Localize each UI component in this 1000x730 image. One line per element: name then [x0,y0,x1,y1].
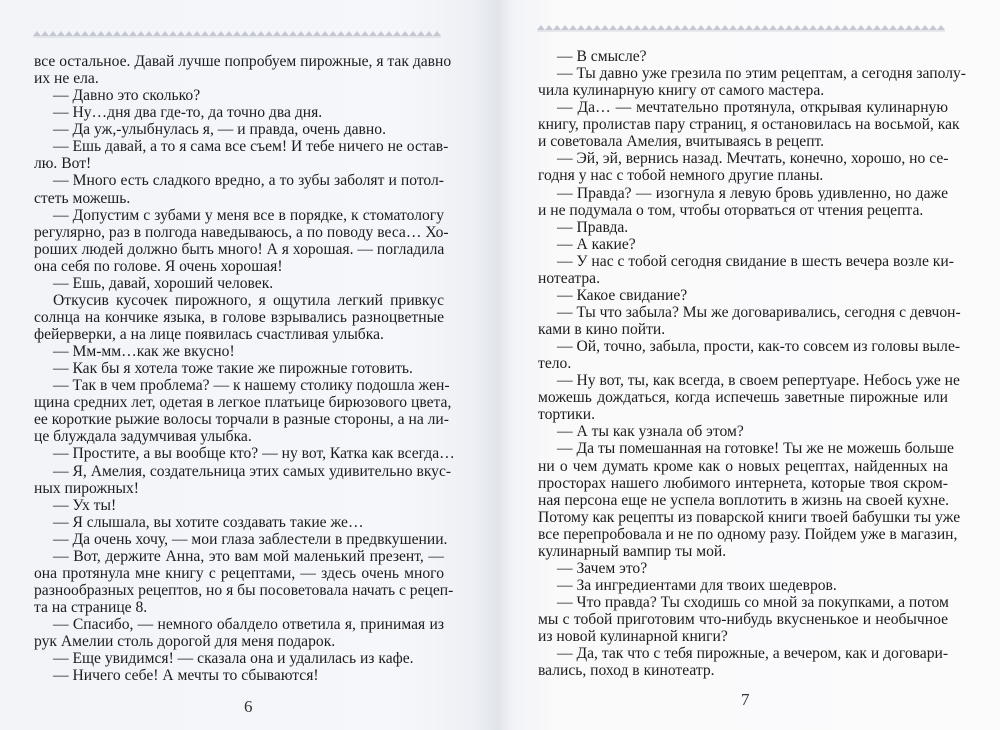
text-line: тело. [538,355,572,373]
paragraph [538,440,961,560]
text-line: щина средних лет, одетая в легкое платьице бирюзового цвета, [34,394,452,412]
paragraph [538,577,948,594]
text-line: — Давно это сколько? [53,87,201,105]
text-line: — Правда? — изогнула я левую бровь удивленно, но даже [557,184,948,202]
page-number: 6 [244,697,253,716]
text-line: — Я, Амелия, создательница этих самых удивительно вкус- [53,462,452,480]
text-line: рук Амелии столь дорогой для меня подарок. [34,633,336,651]
text-line: их не ела. [34,70,99,88]
text-line: мы с тобой приготовим что-нибудь вкусненькое и необычное [538,611,948,629]
text-line: — Вот, держите Анна, это вам мой маленький презент, — [53,547,444,565]
text-line: годня у нас с тобой немного другие планы. [538,167,824,185]
paragraph [34,292,444,343]
text-line: ее короткие рыжие волосы торчали в разные стороны, а на ли- [34,411,449,429]
text-line: ных пирожных! [34,479,139,497]
paragraph [34,497,444,514]
text-line: разнообразных рецептов, но я бы посоветовала начать с рецеп- [34,581,454,599]
page-body-text [34,53,455,685]
paragraph [34,445,455,463]
paragraph [34,650,444,667]
text-line: она протянула мне книгу с рецептами, — здесь очень много [34,564,444,582]
text-line: все остальное. Давай лучше попробуем пирожные, я так давно [34,53,452,70]
paragraph [538,645,948,679]
header-ornament [537,22,945,32]
paragraph [34,377,452,446]
paragraph [538,236,948,253]
paragraph [34,53,452,88]
text-line: — Что правда? Ты сходишь со мной за покупками, а потом [557,594,949,611]
text-line: ками в кино пойти. [538,321,666,338]
text-line: — Эй, эй, вернись назад. Мечтать, конечно, хорошо, но се- [557,150,949,168]
left-page [0,0,497,730]
text-line: — За ингредиентами для твоих шедевров. [557,576,837,594]
paragraph [34,206,449,275]
text-line: — Я слышала, вы хотите создавать такие же… [53,513,364,531]
text-line: все перепробовала и не по одному разу. Пойдем уже в магазин, [538,525,958,543]
paragraph [538,423,948,440]
paragraph [34,462,452,497]
text-line: — У нас с тобой сегодня свидание в шесть вечера возле ки- [557,252,954,270]
text-line: та на странице 8. [34,599,148,616]
paragraph [538,219,948,236]
text-line: — Ты давно уже грезила по этим рецептам, а сегодня заполу- [557,65,966,83]
paragraph [538,185,948,219]
text-line: вались, поход в кинотеатр. [538,662,715,680]
paragraph [538,99,960,151]
paragraph [538,252,954,287]
paragraph [34,275,444,292]
text-line: ная персона еще не успела воплотить в жизнь на своей кухне. [538,491,950,509]
paragraph [538,48,948,65]
text-line: чила кулинарную книгу от самого мастера. [538,82,825,100]
text-line: — Ну вот, ты, как всегда, в своем репертуаре. Небось уже не [557,372,960,390]
text-line: кулинарный вампир ты мой. [538,542,727,560]
text-line: — Ух ты! [53,496,117,514]
paragraph [538,372,960,424]
paragraph [34,530,448,548]
text-line: Потому как рецепты из поварской книги твоей бабушки ты уже [538,508,961,526]
text-line: Откусив кусочек пирожного, я ощутила легкий привкус [53,291,444,309]
header-ornament [33,28,441,38]
text-line: — Какое свидание? [557,286,688,304]
text-line: просторах нашего любимого интернета, которые твоя скром- [538,474,948,492]
paragraph [34,343,444,360]
text-line: — А какие? [557,235,636,253]
text-line: и советовала Амелия, вчитываясь в рецепт. [538,133,825,151]
paragraph [34,87,444,104]
paragraph [538,560,948,577]
text-line: — Еще увидимся! — сказала она и удалилась из кафе. [53,650,414,668]
text-line: — Ешь давай, а то я сама все съем! И тебе ничего не остав- [53,138,449,156]
text-line: — Спасибо, — немного обалдело ответила я, принимая из [53,616,444,634]
text-line: и не подумала о том, чтобы оторваться от чтения рецепта. [538,201,924,219]
text-line: — Ешь, давай, хороший человек. [53,274,274,292]
right-page [497,0,1000,730]
text-line: — А ты как узнала об этом? [557,423,744,441]
text-line: — Правда. [557,218,629,236]
paragraph [34,667,444,684]
paragraph [538,150,948,184]
paragraph [34,616,444,650]
text-line: — Ничего себе! А мечты то сбываются! [53,667,319,685]
text-line: — Мм-мм…как же вкусно! [53,343,235,361]
text-line: — Допустим с зубами у меня все в порядке, к стоматологу [53,206,444,224]
text-line: — Да очень хочу, — мои глаза заблестели в предвкушении. [53,530,448,548]
paragraph [538,594,948,645]
page-body-text [538,48,966,680]
paragraph [538,287,948,304]
text-line: — В смысле? [557,48,647,65]
text-line: це блуждала задумчивая улыбка. [34,428,252,446]
text-line: — Ну…дня два где-то, да точно два дня. [53,104,323,122]
text-line: регулярно, раз в полгода наведываюсь, а по поводу веса… Хо- [34,223,449,241]
text-line: — Как бы я хотела тоже такие же пирожные готовить. [53,360,413,378]
text-line: — Да, так что с тебя пирожные, а вечером, как и договари- [557,645,949,663]
text-line: — Да ты помешанная на готовке! Ты же не можешь больше [557,440,954,458]
text-line: — Зачем это? [557,559,648,577]
text-line: стеть можешь. [34,189,131,207]
text-line: тортики. [538,406,595,424]
paragraph [34,104,444,121]
paragraph [34,547,454,616]
text-line: она себя по голове. Я очень хорошая! [34,257,283,275]
text-line: лю. Вот! [34,155,92,173]
text-line: — Да… — мечтательно протянула, открывая кулинарную [557,99,948,117]
paragraph [34,514,444,531]
paragraph [34,138,449,173]
text-line: фейерверки, а на лице появилась счастливая улыбка. [34,326,384,343]
paragraph [538,338,961,373]
text-line: книгу, пролистав пару страниц, я остановилась на восьмой, как [538,116,960,134]
text-line: — Ой, точно, забыла, прости, как-то совсем из головы выле- [557,338,961,356]
text-line: солнца на кончике языка, в голове взрывались разноцветные [34,308,444,326]
paragraph [34,172,444,206]
text-line: — Так в чем проблема? — к нашему столику подошла жен- [53,377,450,395]
text-line: можешь дождаться, когда испечешь заветные пирожные или [538,389,948,407]
paragraph [34,360,444,377]
page-number: 7 [741,690,750,709]
text-line: — Ты что забыла? Мы же договаривались, сегодня с девчон- [557,303,961,321]
text-line: — Простите, а вы вообще кто? — ну вот, Катка как всегда… [53,445,455,463]
text-line: роших людей должно быть много! А я хорошая. — погладила [34,240,445,258]
text-line: ни о чем думать кроме как о новых рецептах, найденных на [538,457,948,475]
text-line: из новой кулинарной книги? [538,628,728,646]
text-line: нотеатра. [538,269,601,287]
paragraph [34,121,444,138]
text-line: — Да уж,-улыбнулась я, — и правда, очень давно. [53,121,386,139]
paragraph [538,65,966,100]
text-line: — Много есть сладкого вредно, а то зубы заболят и потол- [53,172,444,190]
paragraph [538,303,961,338]
